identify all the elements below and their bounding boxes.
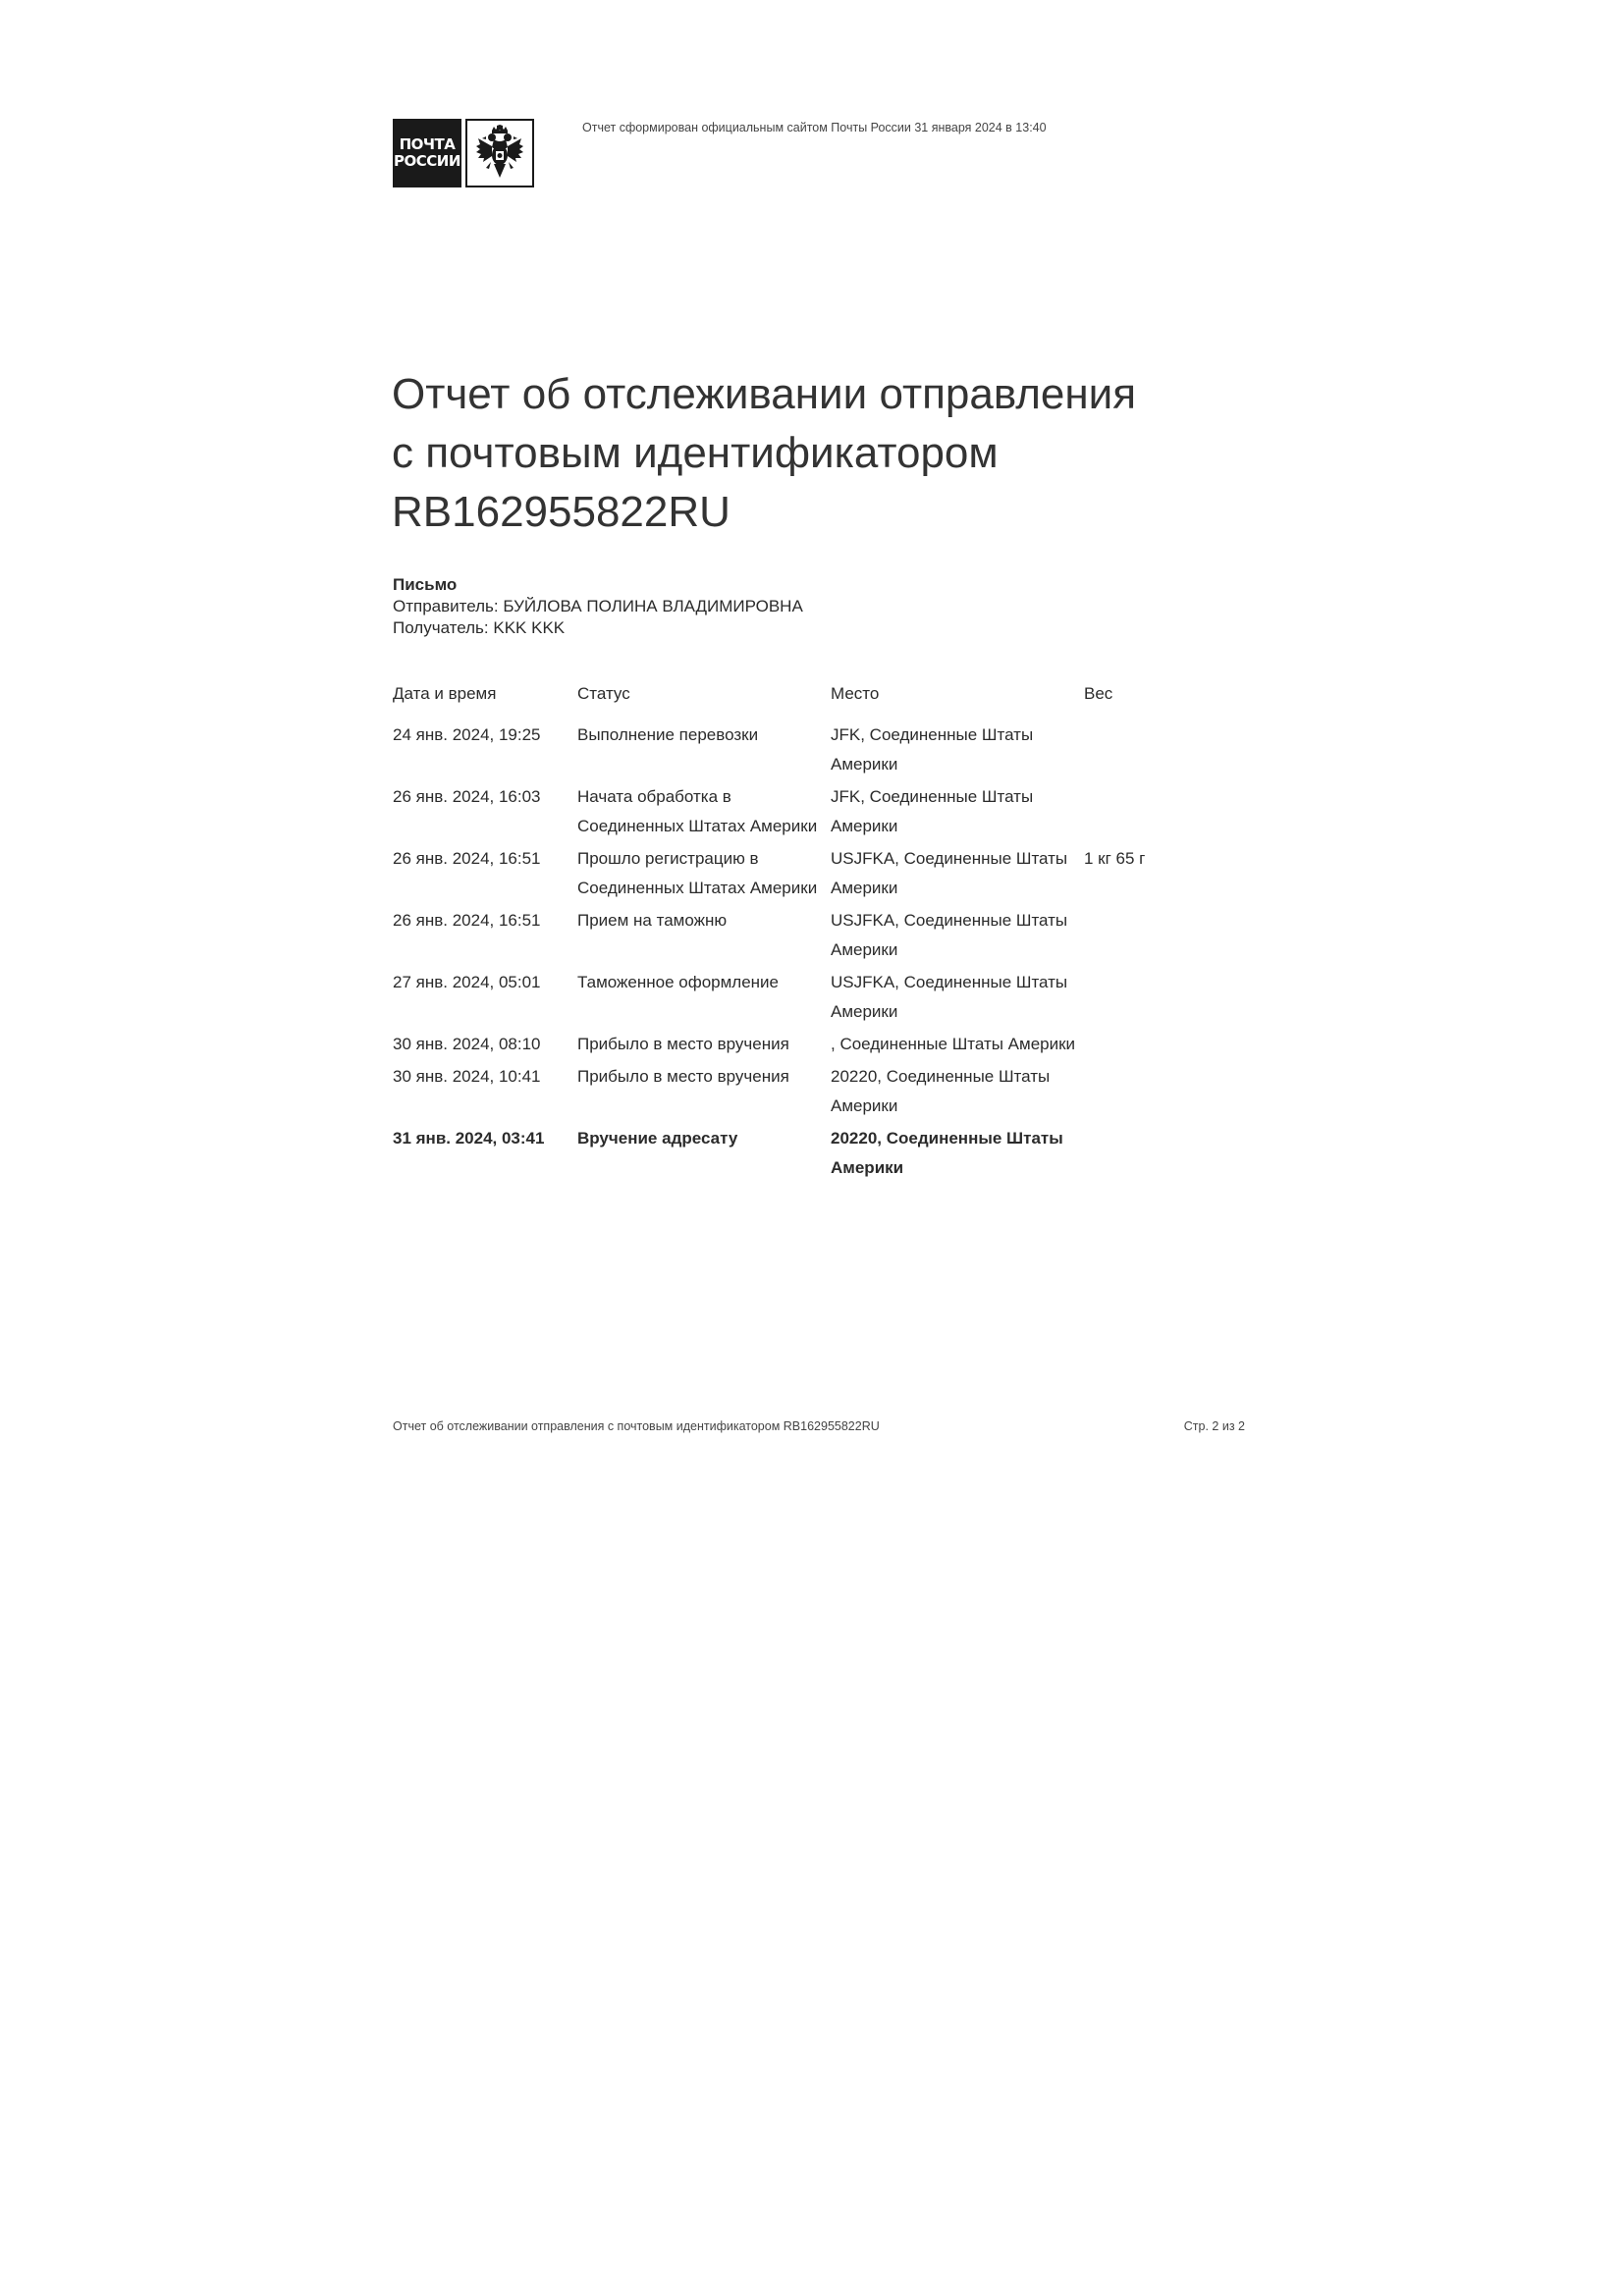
column-header-place: Место <box>831 684 880 703</box>
table-row <box>393 782 1257 841</box>
row-date: 30 янв. 2024, 10:41 <box>393 1067 541 1086</box>
double-headed-eagle-icon <box>465 119 534 187</box>
row-weight: 1 кг 65 г <box>1084 849 1146 868</box>
row-place: USJFKA, Соединенные Штаты Америки <box>831 849 1068 897</box>
row-place: , Соединенные Штаты Америки <box>831 1035 1076 1053</box>
column-header-status: Статус <box>577 684 630 703</box>
row-date: 26 янв. 2024, 16:51 <box>393 849 541 868</box>
row-weight <box>1084 782 1231 841</box>
table-row <box>393 844 1257 903</box>
logo-wordmark <box>393 119 461 187</box>
row-status: Вручение адресату <box>577 1129 738 1148</box>
row-weight <box>1084 906 1231 965</box>
title-line-1: Отчет об отслеживании отправления <box>392 370 1137 418</box>
row-weight <box>1084 1124 1231 1183</box>
row-status: Выполнение перевозки <box>577 725 759 744</box>
tracking-table <box>393 679 1257 1186</box>
row-weight <box>1084 968 1231 1027</box>
row-date: 26 янв. 2024, 16:51 <box>393 911 541 930</box>
row-status: Прошло регистрацию в Соединенных Штатах Америки <box>577 849 818 897</box>
column-header-weight: Вес <box>1084 684 1113 703</box>
row-weight <box>1084 1062 1231 1121</box>
row-weight <box>1084 1030 1231 1059</box>
row-date: 31 янв. 2024, 03:41 <box>393 1129 545 1148</box>
row-weight <box>1084 721 1231 779</box>
parcel-info <box>393 574 803 639</box>
footer-report-title: Отчет об отслеживании отправления с почтовым идентификатором RB162955822RU <box>393 1419 880 1433</box>
page-number: Стр. 2 из 2 <box>1183 1419 1245 1433</box>
row-status: Прибыло в место вручения <box>577 1067 789 1086</box>
table-header <box>393 679 1257 709</box>
row-status: Начата обработка в Соединенных Штатах Америки <box>577 787 818 835</box>
recipient: Получатель: KKK KKK <box>393 618 566 637</box>
row-status: Прием на таможню <box>577 911 728 930</box>
title-line-2: с почтовым идентификатором <box>392 429 999 477</box>
logo-line-1: ПОЧТА <box>399 135 456 153</box>
table-row <box>393 906 1257 965</box>
row-place: 20220, Соединенные Штаты Америки <box>831 1067 1051 1115</box>
page-title <box>392 365 1275 542</box>
table-row <box>393 1030 1257 1059</box>
table-row <box>393 1062 1257 1121</box>
report-generated-note: Отчет сформирован официальным сайтом Почты России 31 января 2024 в 13:40 <box>582 121 1047 134</box>
russian-post-logo <box>393 119 534 187</box>
row-place: USJFKA, Соединенные Штаты Америки <box>831 911 1068 959</box>
row-place: JFK, Соединенные Штаты Америки <box>831 787 1034 835</box>
row-status: Прибыло в место вручения <box>577 1035 789 1053</box>
row-place: 20220, Соединенные Штаты Америки <box>831 1129 1063 1177</box>
column-header-date: Дата и время <box>393 684 497 703</box>
tracking-id: RB162955822RU <box>392 488 730 536</box>
logo-line-2: РОССИИ <box>394 152 460 170</box>
row-date: 27 янв. 2024, 05:01 <box>393 973 541 991</box>
sender: Отправитель: БУЙЛОВА ПОЛИНА ВЛАДИМИРОВНА <box>393 597 803 615</box>
row-place: USJFKA, Соединенные Штаты Америки <box>831 973 1068 1021</box>
table-row-delivered <box>393 1124 1257 1183</box>
parcel-type: Письмо <box>393 575 458 594</box>
table-row <box>393 721 1257 779</box>
row-date: 26 янв. 2024, 16:03 <box>393 787 541 806</box>
table-row <box>393 968 1257 1027</box>
row-date: 24 янв. 2024, 19:25 <box>393 725 541 744</box>
row-date: 30 янв. 2024, 08:10 <box>393 1035 541 1053</box>
row-place: JFK, Соединенные Штаты Америки <box>831 725 1034 774</box>
row-status: Таможенное оформление <box>577 973 780 991</box>
